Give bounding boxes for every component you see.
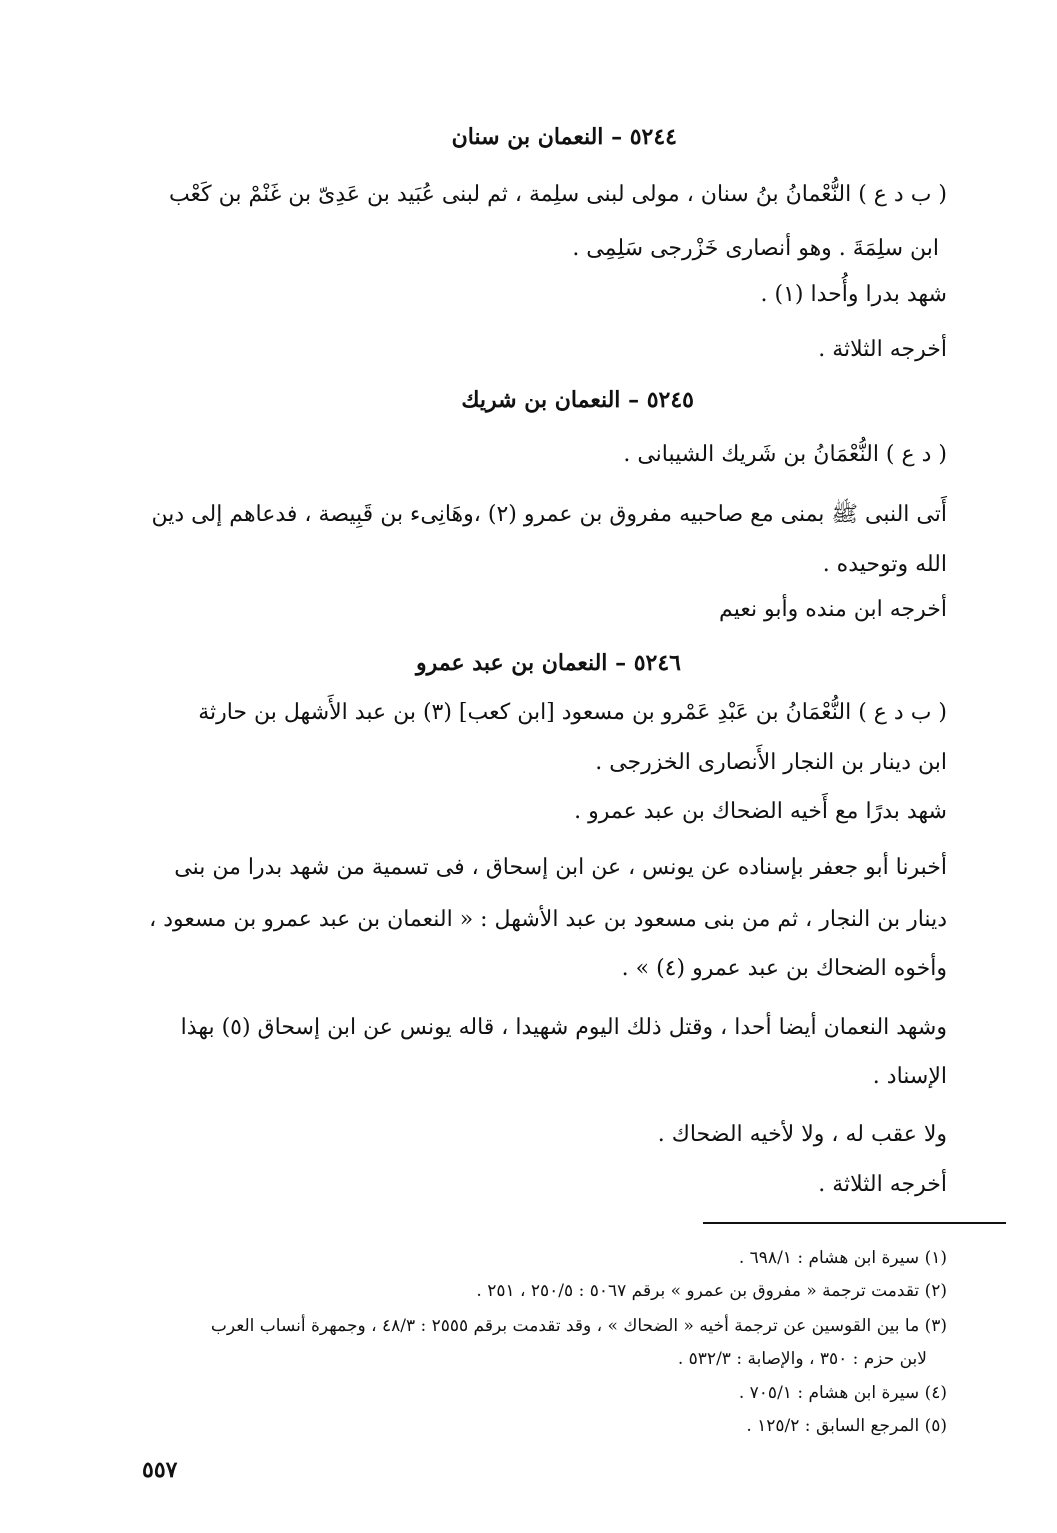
entry-text-line: دينار بن النجار ، ثم من بنى مسعود بن عبد الأشهل : « النعمان بن عبد عمرو بن مسعود ، bbox=[149, 907, 947, 932]
footnote: (٤) سيرة ابن هشام : ٧٠٥/١ . bbox=[738, 1383, 947, 1403]
entry-text-line: أخرجه الثلاثة . bbox=[818, 337, 947, 362]
entry-text-line: ( د ع ) النُّعْمَانُ بن شَريك الشيبانى . bbox=[623, 442, 947, 467]
footnote: (٢) تقدمت ترجمة « مفروق بن عمرو » برقم ٥٠٦٧ : ٢٥٠/٥ ، ٢٥١ . bbox=[476, 1281, 947, 1301]
entry-text-line: الله وتوحيده . bbox=[822, 552, 947, 577]
page-number: ٥٥٧ bbox=[142, 1457, 178, 1483]
entry-text-line: ولا عقب له ، ولا لأخيه الضحاك . bbox=[657, 1122, 947, 1147]
entry-text-line: ( ب د ع ) النُّعْمانُ بنُ سنان ، مولى لبنى سلِمة ، ثم لبنى عُبَيد بن عَدِىّ بن غَنْمْ بن كَعْب bbox=[168, 182, 947, 207]
entry-heading: ٥٢٤٦ – النعمان بن عبد عمرو bbox=[416, 650, 681, 676]
entry-text-line: أخرجه الثلاثة . bbox=[818, 1172, 947, 1197]
entry-text-line: ( ب د ع ) النُّعْمَانُ بن عَبْدِ عَمْرو بن مسعود [ابن كعب] (٣) بن عبد الأَشهل بن حارثة bbox=[198, 700, 947, 725]
entry-heading: ٥٢٤٥ – النعمان بن شريك bbox=[461, 387, 694, 413]
footnote-rule bbox=[703, 1222, 1006, 1224]
footnote: (١) سيرة ابن هشام : ٦٩٨/١ . bbox=[738, 1248, 947, 1268]
entry-text-line: ابن سلِمَةَ . وهو أنصارى خَزْرجى سَلِمِى . bbox=[572, 236, 939, 261]
footnote: (٣) ما بين القوسين عن ترجمة أخيه « الضحاك » ، وقد تقدمت برقم ٢٥٥٥ : ٤٨/٣ ، وجمهرة أنساب العرب bbox=[210, 1316, 947, 1336]
entry-text-line: ابن دينار بن النجار الأَنصارى الخزرجى . bbox=[595, 750, 947, 775]
entry-text-line: شهد بدرًا مع أَخيه الضحاك بن عبد عمرو . bbox=[574, 799, 947, 824]
entry-text-line: أخبرنا أبو جعفر بإسناده عن يونس ، عن ابن إسحاق ، فى تسمية من شهد بدرا من بنى bbox=[174, 855, 947, 880]
entry-text-line: أخرجه ابن منده وأبو نعيم bbox=[719, 597, 947, 622]
entry-text-line: أَتى النبى ﷺ بمنى مع صاحبيه مفروق بن عمرو (٢) ،وهَانِىء بن قَبِيصة ، فدعاهم إلى دين bbox=[151, 502, 947, 527]
entry-text-line: وشهد النعمان أيضا أحدا ، وقتل ذلك اليوم شهيدا ، قاله يونس عن ابن إسحاق (٥) بهذا bbox=[180, 1015, 947, 1040]
entry-text-line: وأخوه الضحاك بن عبد عمرو (٤) » . bbox=[621, 956, 947, 981]
entry-text-line: شهد بدرا وأُحدا (١) . bbox=[760, 282, 947, 307]
entry-heading: ٥٢٤٤ – النعمان بن سنان bbox=[451, 124, 677, 150]
entry-text-line: الإسناد . bbox=[872, 1064, 947, 1089]
footnote: (٥) المرجع السابق : ١٢٥/٢ . bbox=[746, 1416, 947, 1436]
footnote: لابن حزم : ٣٥٠ ، والإصابة : ٥٣٢/٣ . bbox=[677, 1349, 927, 1369]
